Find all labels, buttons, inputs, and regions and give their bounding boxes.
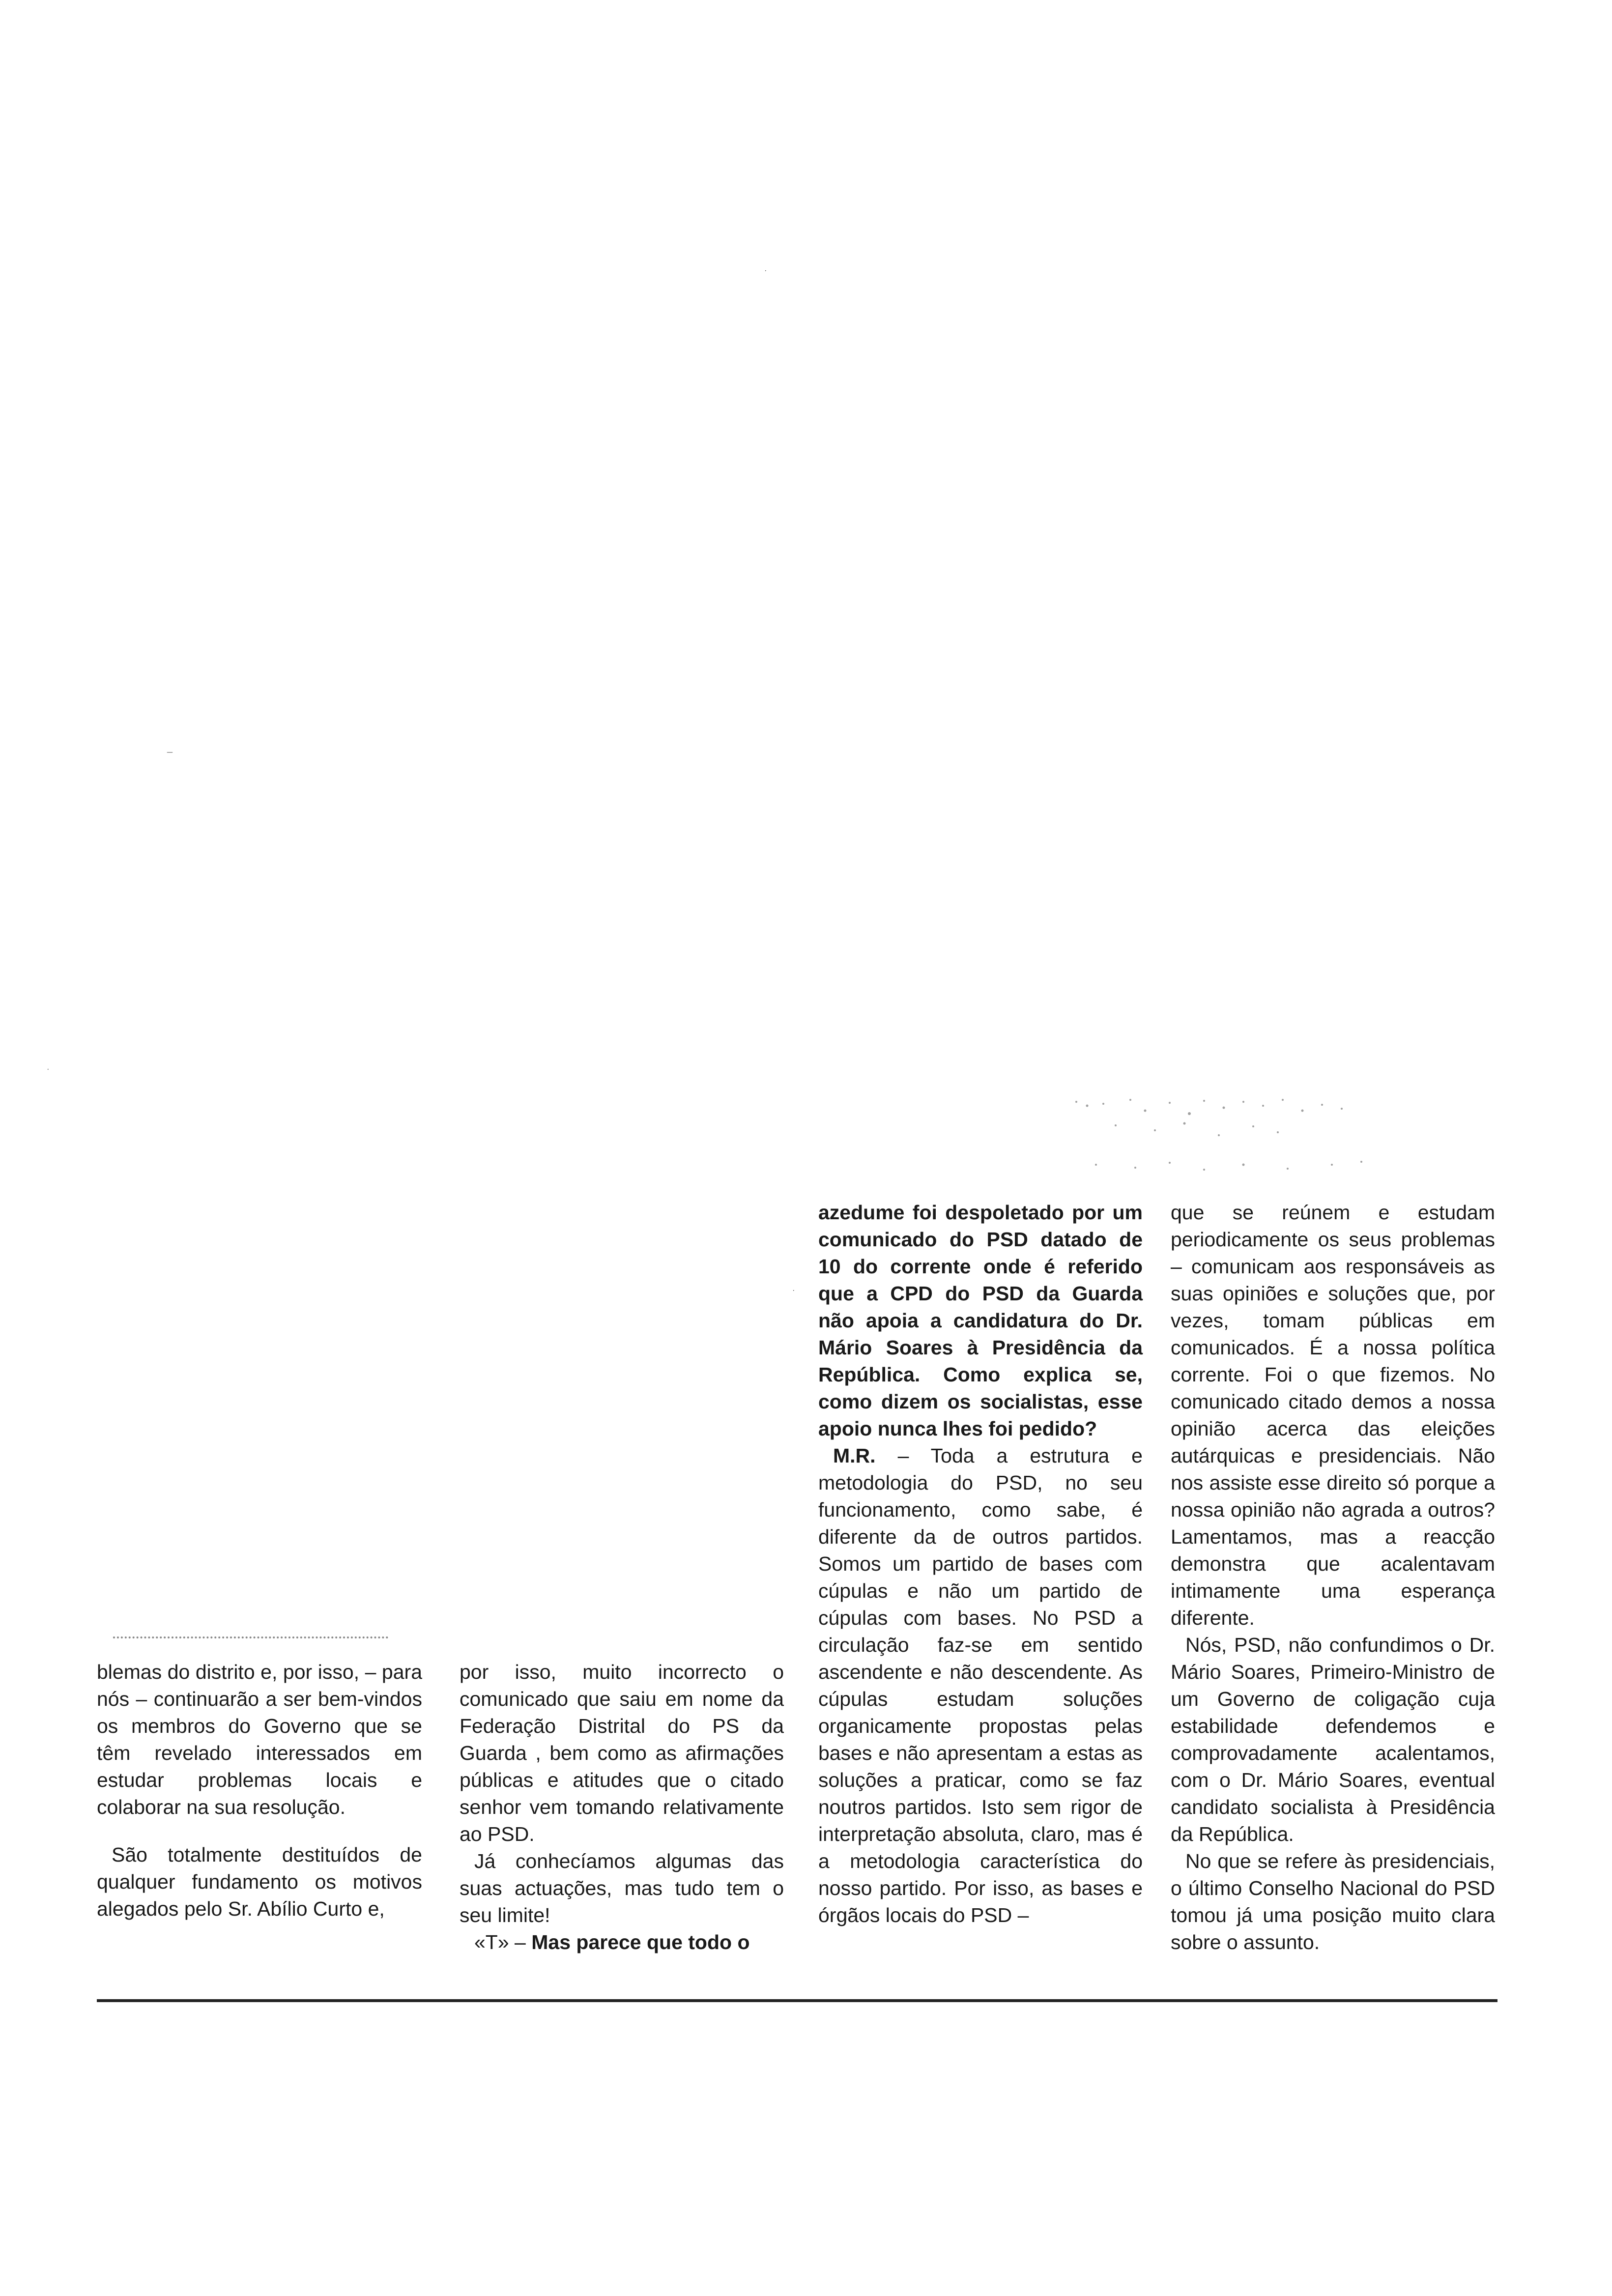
bottom-rule	[97, 1999, 1497, 2002]
article-column-4	[1171, 1199, 1495, 1956]
respondent-label: M.R.	[833, 1444, 876, 1467]
column-4-paragraph-1: que se reúnem e estudam periodicamente os seus problemas – comunicam aos responsáveis as suas opiniões e soluções que, por vezes, tomam públicas em comunicados. É a nossa política corrente. Foi o que fizemos. No comunicado citado demos a nossa opinião acerca das eleições autárquicas e presidenciais. Não nos assiste esse direito só porque a nossa opinião não agrada a outros? Lamentamos, mas a reacção demonstra que acalentavam intimamente uma esperança diferente.	[1171, 1201, 1495, 1629]
column-2-paragraph-1: por isso, muito incorrecto o comunicado que saiu em nome da Federação Distrital do PS da Guarda , bem como as afirmações públicas e atitudes que o citado senhor vem tomando relativamente ao PSD.	[460, 1661, 784, 1845]
scan-speck: ˑ	[764, 267, 767, 278]
question-continuation: azedume foi despoletado por um comunicado do PSD datado de 10 do corrente onde é referido que a CPD do PSD da Guarda não apoia a candidatura do Dr. Mário Soares à Presidência da República. Como explica se, como dizem os socialistas, esse apoio nunca lhes foi pedido?	[818, 1201, 1143, 1440]
scan-speck: ˑ	[47, 1066, 50, 1077]
article-column-2	[460, 1659, 784, 1956]
answer-paragraph	[818, 1442, 1143, 1929]
scan-speck: ˑ	[792, 1287, 795, 1298]
column-1-paragraph-1: blemas do distrito e, por isso, – para nós – continuarão a ser bem-vindos os membros do Governo que se têm revelado interessados em estudar problemas locais e colaborar na sua resolução.	[97, 1661, 422, 1818]
interviewer-label: «T» –	[474, 1931, 526, 1953]
column-4-paragraph-2: Nós, PSD, não confundimos o Dr. Mário Soares, Primeiro-Ministro de um Governo de coligação cuja estabilidade defendemos e comprovadamente acalentamos, com o Dr. Mário Soares, eventual candidato socialista à Presidência da República.	[1171, 1634, 1495, 1845]
column-2-paragraph-2: Já conhecíamos algumas das suas actuações, mas tudo tem o seu limite!	[460, 1850, 784, 1926]
column-1-paragraph-2: São totalmente destituídos de qualquer fundamento os motivos alegados pelo Sr. Abílio Curto e,	[97, 1843, 422, 1920]
scan-smudge	[1057, 1091, 1381, 1179]
question-lead: Mas parece que todo o	[531, 1931, 750, 1953]
article-column-3	[818, 1199, 1143, 1929]
scan-speck: ¯	[167, 751, 173, 762]
scan-cut-line	[113, 1636, 388, 1638]
article-column-1	[97, 1659, 422, 1923]
column-4-paragraph-3: No que se refere às presidenciais, o último Conselho Nacional do PSD tomou já uma posição muito clara sobre o assunto.	[1171, 1850, 1495, 1953]
answer-text: – Toda a estrutura e metodologia do PSD, no seu funcionamento, como sabe, é diferente da de outros partidos. Somos um partido de bases com cúpulas e não um partido de cúpulas com bases. No PSD a circulação faz-se em sentido ascendente e não descendente. As cúpulas estudam soluções organicamente propostas pelas bases e não apresentam a estas as soluções a praticar, como se faz noutros partidos. Isto sem rigor de interpretação absoluta, claro, mas é a metodologia característica do nosso partido. Por isso, as bases e órgãos locais do PSD –	[818, 1444, 1143, 1926]
interviewer-question	[460, 1929, 784, 1956]
